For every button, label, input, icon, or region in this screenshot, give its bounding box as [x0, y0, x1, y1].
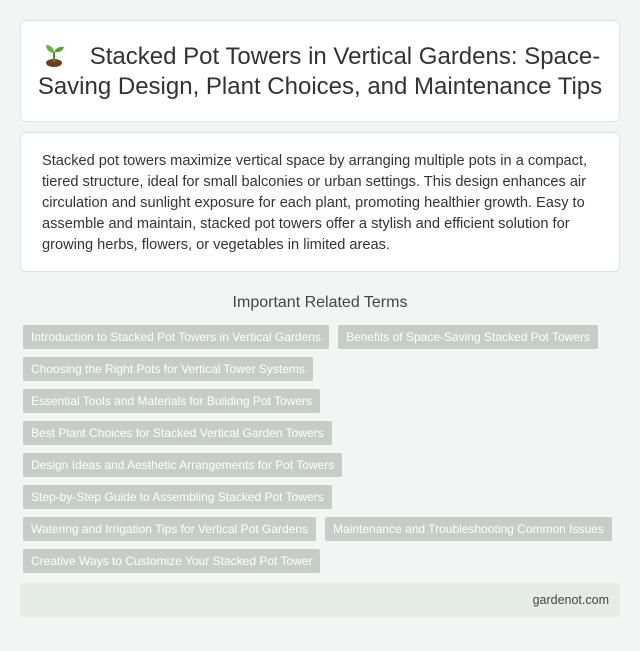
related-term-tag[interactable]: Maintenance and Troubleshooting Common Issues [325, 517, 612, 541]
related-term-tag[interactable]: Benefits of Space-Saving Stacked Pot Towers [338, 325, 598, 349]
footer [20, 583, 620, 617]
related-term-tag[interactable]: Creative Ways to Customize Your Stacked Pot Tower [23, 549, 320, 573]
tag-row [23, 517, 620, 541]
intro-paragraph: Stacked pot towers maximize vertical space by arranging multiple pots in a compact, tiered structure, ideal for small balconies or urban settings. This design enhances air circulation and sunlight exposure for each plant, promoting healthier growth. Easy to assemble and maintain, stacked pot towers offer a stylish and efficient solution for growing herbs, flowers, or vegetables in limited areas. [42, 153, 588, 253]
page-title [37, 40, 603, 102]
tag-row [23, 421, 620, 445]
related-term-tag[interactable]: Essential Tools and Materials for Building Pot Towers [23, 389, 320, 413]
tag-row [23, 389, 620, 413]
footer-site[interactable]: gardenot.com [532, 593, 609, 607]
related-term-tag[interactable]: Best Plant Choices for Stacked Vertical Garden Towers [23, 421, 332, 445]
tag-row [23, 549, 620, 573]
terms-heading: Important Related Terms [232, 294, 408, 311]
title-card [20, 20, 620, 122]
tag-row [23, 325, 620, 349]
tag-row [23, 453, 620, 477]
related-term-tag[interactable]: Choosing the Right Pots for Vertical Tower Systems [23, 357, 313, 381]
page-title-text: Stacked Pot Towers in Vertical Gardens: Space-Saving Design, Plant Choices, and Maintenance Tips [37, 43, 603, 100]
related-term-tag[interactable]: Design Ideas and Aesthetic Arrangements for Pot Towers [23, 453, 342, 477]
tag-row [23, 357, 620, 381]
sprout-icon [40, 40, 68, 68]
tag-row [23, 485, 620, 509]
related-term-tag[interactable]: Step-by-Step Guide to Assembling Stacked Pot Towers [23, 485, 332, 509]
intro-card [20, 132, 620, 272]
related-terms-list [20, 325, 620, 573]
related-term-tag[interactable]: Watering and Irrigation Tips for Vertical Pot Gardens [23, 517, 316, 541]
related-term-tag[interactable]: Introduction to Stacked Pot Towers in Vertical Gardens [23, 325, 329, 349]
